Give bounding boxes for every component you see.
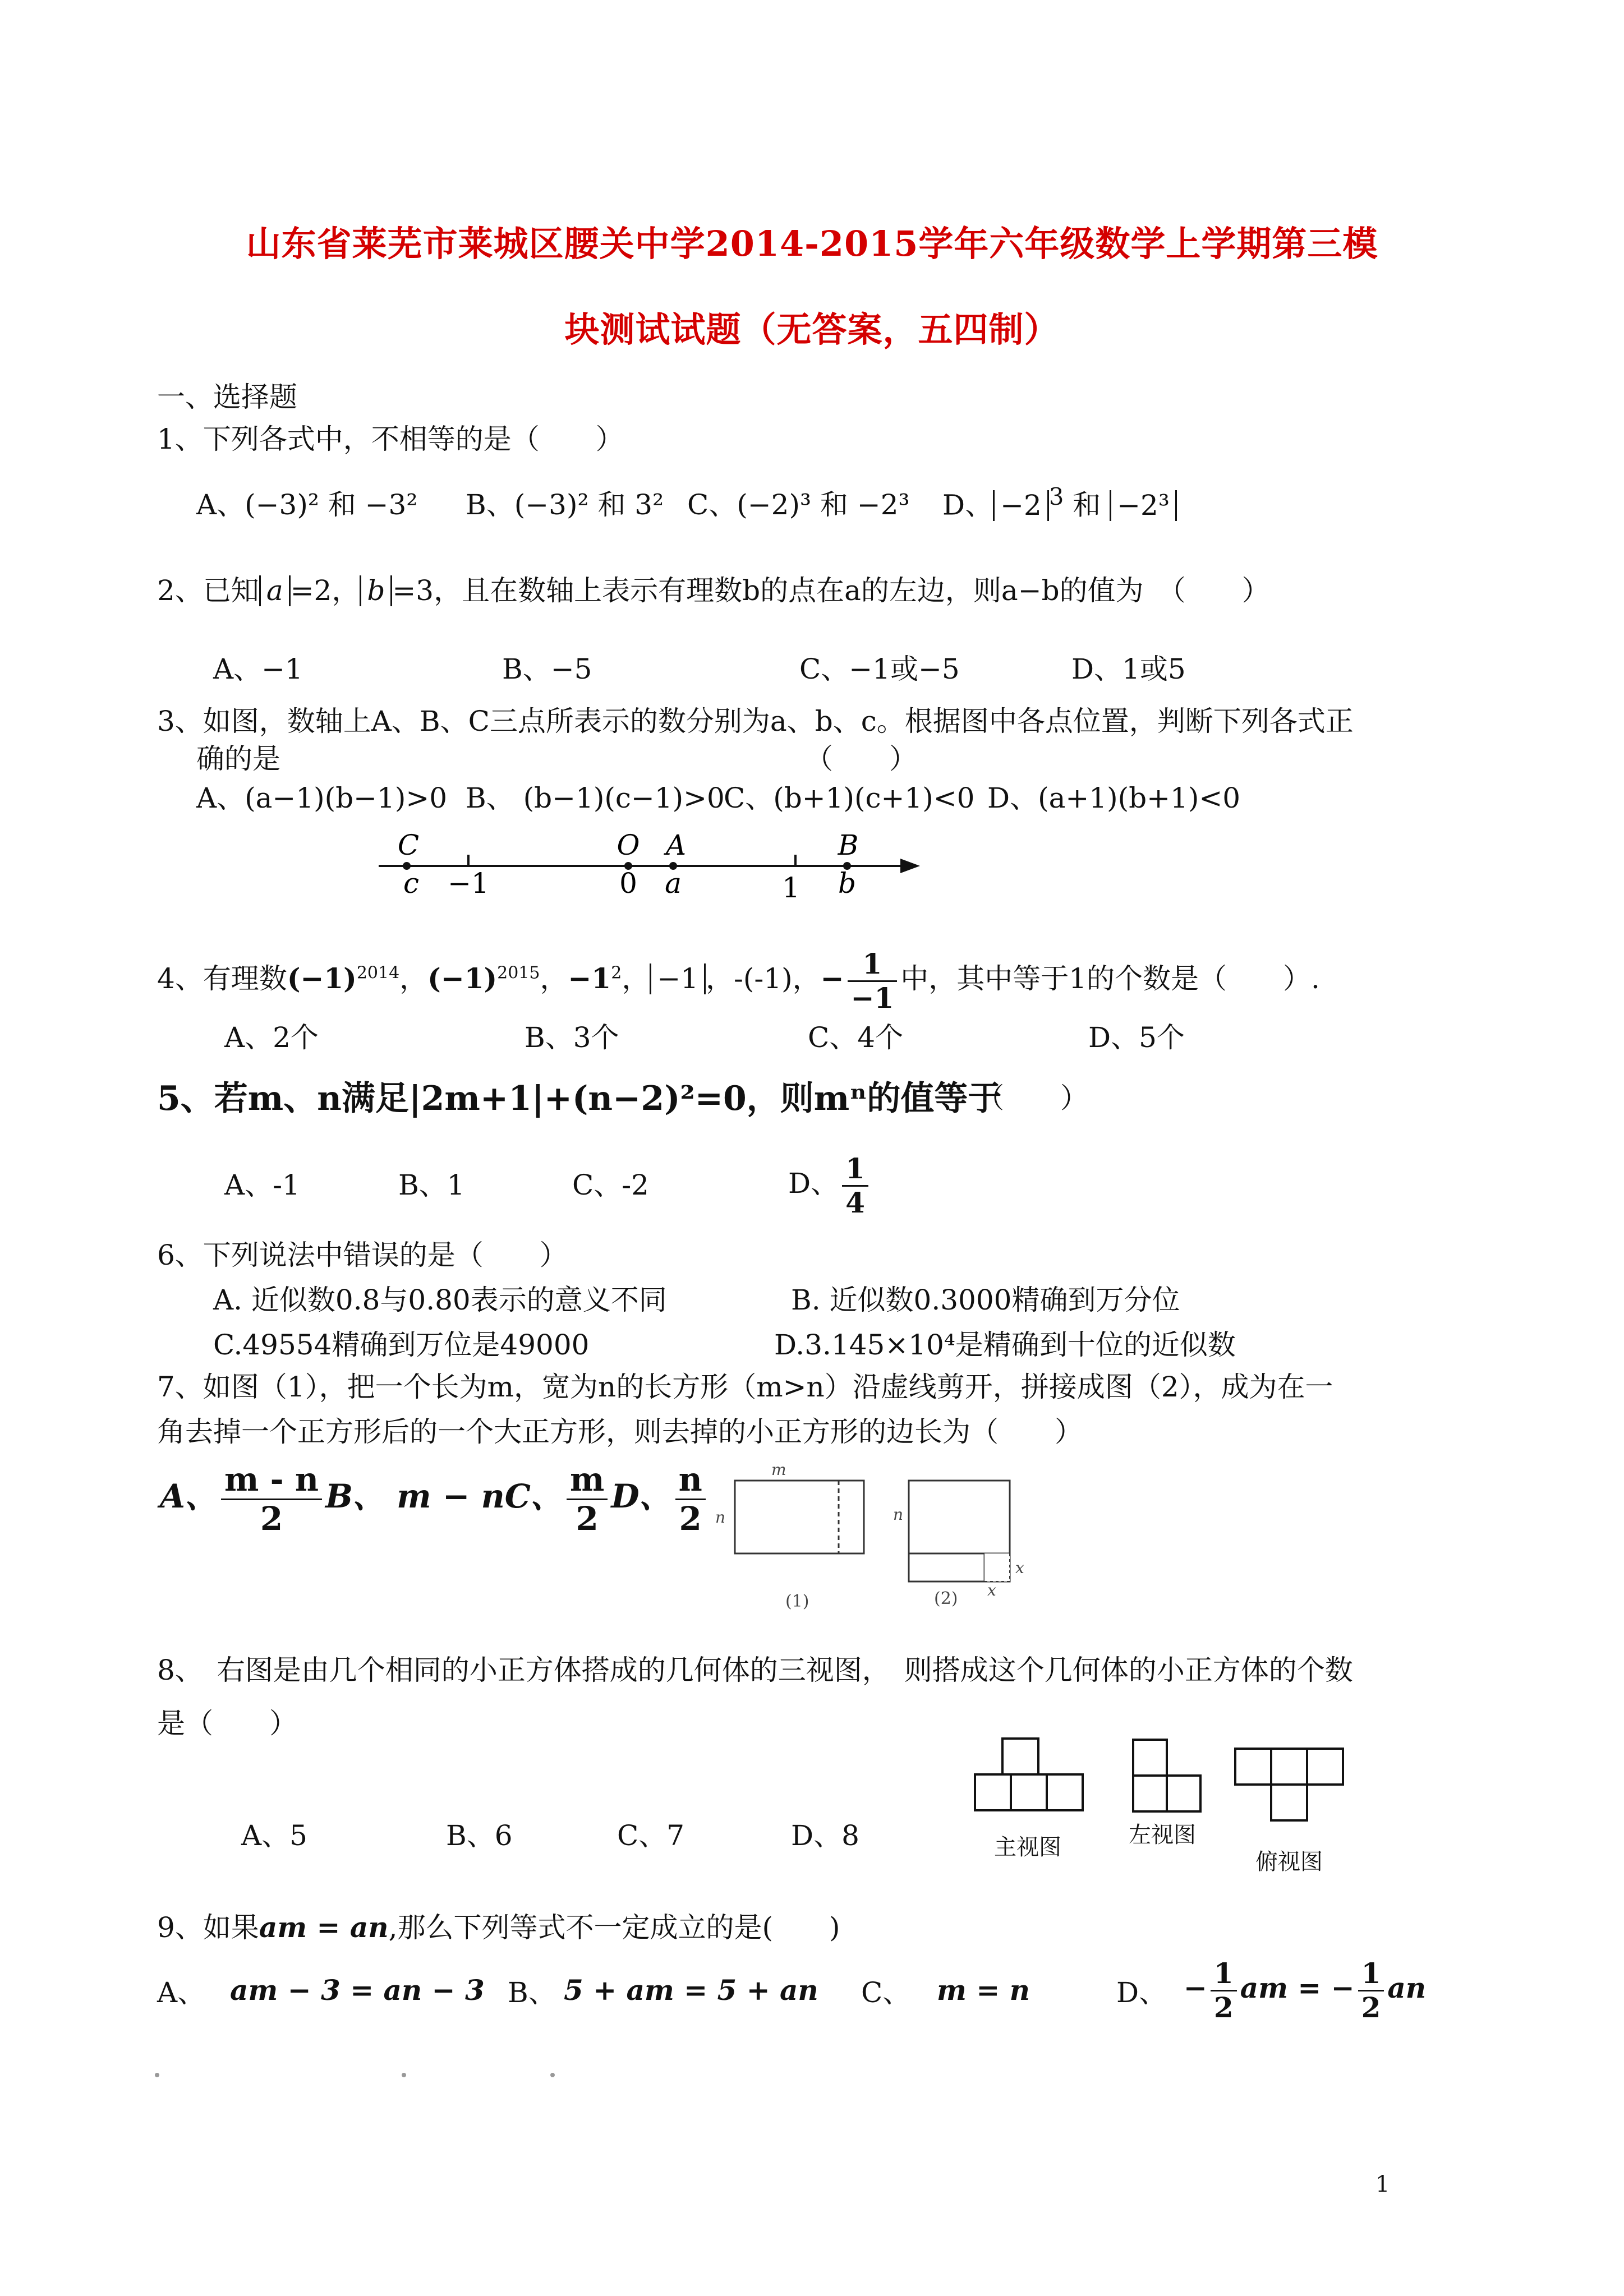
- label-C: C: [397, 829, 420, 861]
- q8-option-d: D、8: [791, 1819, 859, 1852]
- q6-option-a: A. 近似数0.8与0.80表示的意义不同: [213, 1284, 667, 1316]
- q2-option-b: B、−5: [502, 653, 592, 685]
- q9-d-den-1: 2: [1213, 1990, 1234, 2024]
- q4-option-c: C、4个: [808, 1021, 904, 1054]
- title-line-2: 块测试试题（无答案，五四制）: [564, 309, 1060, 350]
- q4-e1: 2014: [356, 963, 400, 983]
- q9-d-right: an: [1387, 1971, 1427, 2004]
- q4-t5: ，-(-1)，: [706, 962, 821, 995]
- q4-t1: (−1): [287, 962, 357, 995]
- q7-d-num: n: [675, 1461, 706, 1500]
- q5-option-a: A、-1: [224, 1169, 300, 1201]
- q9-a-label: A、: [157, 1976, 206, 2009]
- label-one: 1: [782, 872, 800, 904]
- q4-t2: (−1): [427, 962, 498, 995]
- fig1-m: m: [771, 1460, 786, 1479]
- q5-stem: 5、若m、n满足|2m+1|+(n−2)²=0，则mⁿ的值等于: [157, 1079, 1002, 1118]
- q4-frac-num: 1: [848, 948, 898, 982]
- q3-option-a: A、(a−1)(b−1)>0: [196, 782, 448, 814]
- title-line-1: 山东省莱芜市莱城区腰关中学2014-2015学年六年级数学上学期第三模: [246, 223, 1378, 264]
- q1-option-c: C、(−2)³ 和 −2³: [687, 488, 910, 521]
- q9-c-label: C、: [861, 1976, 911, 2009]
- q3-option-b: B、 (b−1)(c−1)>0: [466, 782, 725, 814]
- q7-d-den: 2: [679, 1499, 702, 1538]
- q4-stem: 4、有理数$(-1)^{2014}$，$(-1)^{2015}$，$-1^2$， −1 ，-(-1)，− $\frac{1}{-1}$ 中，其中等于1的个数是（ ）.: [157, 947, 1320, 1015]
- q6-option-c: C.49554精确到万位是49000: [213, 1329, 590, 1361]
- label-a-val: a: [665, 867, 682, 900]
- q7-stem-1: 7、如图（1），把一个长为m，宽为n的长方形（m>n）沿虚线剪开，拼接成图（2），成为在一: [157, 1371, 1333, 1403]
- q5-d-prefix: D、: [788, 1167, 839, 1200]
- label-B: B: [838, 829, 859, 861]
- fig2-x-right: x: [1015, 1559, 1024, 1577]
- q9-option-a: am − 3 = an − 3: [230, 1974, 485, 2007]
- q2-option-c: C、−1或−5: [799, 653, 960, 685]
- q3-stem-1: 3、如图，数轴上A、B、C三点所表示的数分别为a、b、c。根据图中各点位置，判断下列各式正: [157, 705, 1354, 737]
- q9-p1: 9、如果: [157, 1911, 259, 1944]
- q4-e3: 2: [611, 963, 622, 983]
- q4-frac-den: −1: [850, 981, 894, 1015]
- q8-stem-2: 是（ ）: [157, 1707, 297, 1740]
- q4-option-b: B、3个: [525, 1021, 619, 1054]
- q6-stem: 6、下列说法中错误的是（ ）: [157, 1239, 568, 1271]
- page-number: 1: [1375, 2171, 1390, 2197]
- label-zero: 0: [619, 867, 637, 900]
- q2-p3: =3，且在数轴上表示有理数b的点在a的左边，则a−b的值为 （ ）: [392, 574, 1270, 607]
- q7-d-label: D、: [611, 1477, 672, 1516]
- q5-option-c: C、-2: [572, 1169, 649, 1201]
- q7-c-num: m: [567, 1461, 608, 1500]
- q9-d-mid: am = −: [1240, 1971, 1355, 2004]
- q3-option-c: C、(b+1)(c+1)<0: [724, 782, 975, 814]
- q2-option-a: A、−1: [213, 653, 303, 685]
- q4-t3: −1: [568, 962, 611, 995]
- top-view-label: 俯视图: [1255, 1849, 1323, 1875]
- q1-option-b: B、(−3)² 和 3²: [466, 488, 664, 521]
- q4-t6-sign: −: [820, 962, 844, 995]
- q6-option-d: D.3.145×10⁴是精确到十位的近似数: [774, 1329, 1236, 1361]
- q9-d-num-1: 1: [1211, 1957, 1237, 1991]
- q4-p1: 4、有理数: [157, 962, 287, 995]
- q7-c-den: 2: [576, 1499, 599, 1538]
- q3-option-d: D、(a+1)(b+1)<0: [987, 782, 1241, 814]
- q1-d-and: 和: [1073, 488, 1101, 522]
- q9-d-label: D、: [1116, 1976, 1167, 2009]
- q4-e2: 2015: [497, 963, 540, 983]
- q4-option-a: A、2个: [224, 1021, 319, 1054]
- q9-option-b: 5 + am = 5 + an: [564, 1974, 818, 2007]
- q9-d-den-2: 2: [1361, 1990, 1381, 2024]
- q2-option-d: D、1或5: [1071, 653, 1186, 685]
- q2-b-var: b: [367, 574, 385, 607]
- left-view-label: 左视图: [1129, 1822, 1196, 1848]
- q4-p2: 中，其中等于1的个数是（ ）.: [900, 962, 1320, 995]
- q4-option-d: D、5个: [1088, 1021, 1185, 1054]
- label-A: A: [665, 829, 687, 861]
- q5-paren: （ ）: [976, 1082, 1088, 1114]
- fig2-caption: (2): [934, 1589, 958, 1608]
- q7-a-label: A、: [160, 1477, 218, 1516]
- front-view-label: 主视图: [994, 1834, 1061, 1860]
- q7-a-den: 2: [260, 1499, 283, 1538]
- q3-stem-2: 确的是: [196, 743, 280, 775]
- q1-d-left: −2: [1000, 488, 1042, 522]
- q9-option-c: m = n: [937, 1974, 1030, 2007]
- q6-option-b: B. 近似数0.3000精确到万分位: [791, 1284, 1180, 1316]
- q7-stem-2: 角去掉一个正方形后的一个大正方形，则去掉的小正方形的边长为（ ）: [157, 1416, 1083, 1448]
- label-minus-one: −1: [448, 867, 489, 900]
- q5-option-b: B、1: [398, 1169, 465, 1201]
- section-heading: 一、选择题: [157, 381, 297, 413]
- q8-option-a: A、5: [241, 1819, 307, 1852]
- q3-paren: （ ）: [805, 743, 917, 775]
- fig1-caption: (1): [785, 1592, 809, 1611]
- q9-p2: ,那么下列等式不一定成立的是( ): [388, 1911, 840, 1944]
- q2-a-var: a: [266, 574, 283, 607]
- fig2-x-bottom: x: [987, 1581, 996, 1599]
- label-O: O: [617, 829, 640, 861]
- label-c-val: c: [403, 867, 420, 900]
- q7-b-label: B、: [325, 1477, 386, 1516]
- q9-b-label: B、: [508, 1976, 556, 2009]
- q2-p1: 2、已知: [157, 574, 259, 607]
- q2-p2: =2，: [290, 574, 360, 607]
- q9-d-sign: −: [1184, 1971, 1207, 2004]
- q1-d-prefix: D、: [942, 488, 993, 522]
- q8-option-b: B、6: [446, 1819, 513, 1852]
- q8-stem-1: 8、 右图是由几个相同的小正方体搭成的几何体的三视图， 则搭成这个几何体的小正方体的个数: [157, 1654, 1353, 1686]
- q7-c-label: C、: [504, 1477, 563, 1516]
- q4-t4: −1: [657, 962, 699, 995]
- fig1-n: n: [715, 1508, 726, 1527]
- q8-option-c: C、7: [617, 1819, 685, 1852]
- q5-d-num: 1: [842, 1152, 868, 1187]
- q7-a-num: m - n: [221, 1461, 322, 1500]
- fig2-n: n: [893, 1505, 904, 1524]
- q1-option-a: A、(−3)² 和 −3²: [196, 488, 418, 521]
- q5-d-den: 4: [845, 1186, 865, 1219]
- q1-stem: 1、下列各式中，不相等的是（ ）: [157, 423, 624, 455]
- q7-b-val: m − n: [397, 1477, 505, 1516]
- q9-d-num-2: 1: [1358, 1957, 1384, 1991]
- q1-d-exp: 3: [1048, 483, 1064, 510]
- label-b-val: b: [838, 867, 857, 900]
- q1-d-right: −2³: [1117, 488, 1170, 522]
- q9-cond: am = an: [259, 1911, 389, 1944]
